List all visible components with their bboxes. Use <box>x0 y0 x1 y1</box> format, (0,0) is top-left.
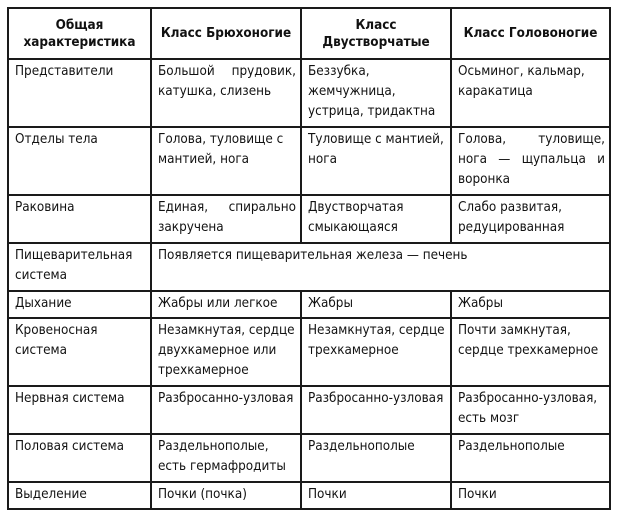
table-row <box>8 127 610 195</box>
header-class-bivalvia: Класс Двустворчатые <box>301 8 451 59</box>
table-cell: Жабры или легкое <box>151 291 301 318</box>
table-cell: Раздельнополые <box>301 434 451 482</box>
table-row <box>8 318 610 386</box>
table-cell: Разбросанно-узловая, есть мозг <box>451 386 610 434</box>
table-row <box>8 291 610 318</box>
table-row <box>8 434 610 482</box>
table-cell: Разбросанно-узловая <box>301 386 451 434</box>
mollusc-classes-table <box>7 7 611 510</box>
header-class-gastropoda: Класс Брюхоногие <box>151 8 301 59</box>
table-cell: Жабры <box>451 291 610 318</box>
table-cell: Двустворчатая смыкающаяся <box>301 195 451 243</box>
table-cell: Голова, туловище с мантией, нога <box>151 127 301 195</box>
table-cell: Разбросанно-узловая <box>151 386 301 434</box>
table-cell: Раздельнополые, есть гермафродиты <box>151 434 301 482</box>
table-cell: Почки (почка) <box>151 482 301 509</box>
row-label: Дыхание <box>8 291 151 318</box>
table-cell: Большой прудовик, катушка, слизень <box>151 59 301 127</box>
row-label: Представители <box>8 59 151 127</box>
table-row <box>8 482 610 509</box>
table-cell: Почки <box>451 482 610 509</box>
table-cell: Голова, туловище, нога — щупальца и воронка <box>451 127 610 195</box>
row-label: Нервная система <box>8 386 151 434</box>
table-row <box>8 243 610 291</box>
row-label: Половая система <box>8 434 151 482</box>
table-cell: Почти замкнутая, сердце трехкамерное <box>451 318 610 386</box>
row-label: Кровеносная система <box>8 318 151 386</box>
table-cell: Туловище с мантией, нога <box>301 127 451 195</box>
table-cell: Слабо развитая, редуцированная <box>451 195 610 243</box>
table-cell: Единая, спирально закручена <box>151 195 301 243</box>
table-cell: Незамкнутая, сердце трехкамерное <box>301 318 451 386</box>
table-cell: Раздельнополые <box>451 434 610 482</box>
table-row <box>8 59 610 127</box>
table-cell: Незамкнутая, сердце двухкамерное или трехкамерное <box>151 318 301 386</box>
mollusc-classes-table-container <box>7 7 611 510</box>
table-row <box>8 386 610 434</box>
table-row <box>8 195 610 243</box>
row-label: Отделы тела <box>8 127 151 195</box>
header-class-cephalopoda: Класс Головоногие <box>451 8 610 59</box>
table-cell: Осьминог, кальмар, каракатица <box>451 59 610 127</box>
row-label: Выделение <box>8 482 151 509</box>
header-row <box>8 8 610 59</box>
table-cell: Беззубка, жемчужница, устрица, тридактна <box>301 59 451 127</box>
table-cell: Почки <box>301 482 451 509</box>
row-label: Раковина <box>8 195 151 243</box>
row-label: Пищеварительная система <box>8 243 151 291</box>
merged-table-cell: Появляется пищеварительная железа — печень <box>151 243 610 291</box>
table-cell: Жабры <box>301 291 451 318</box>
header-general-characteristic: Общая характеристика <box>8 8 151 59</box>
